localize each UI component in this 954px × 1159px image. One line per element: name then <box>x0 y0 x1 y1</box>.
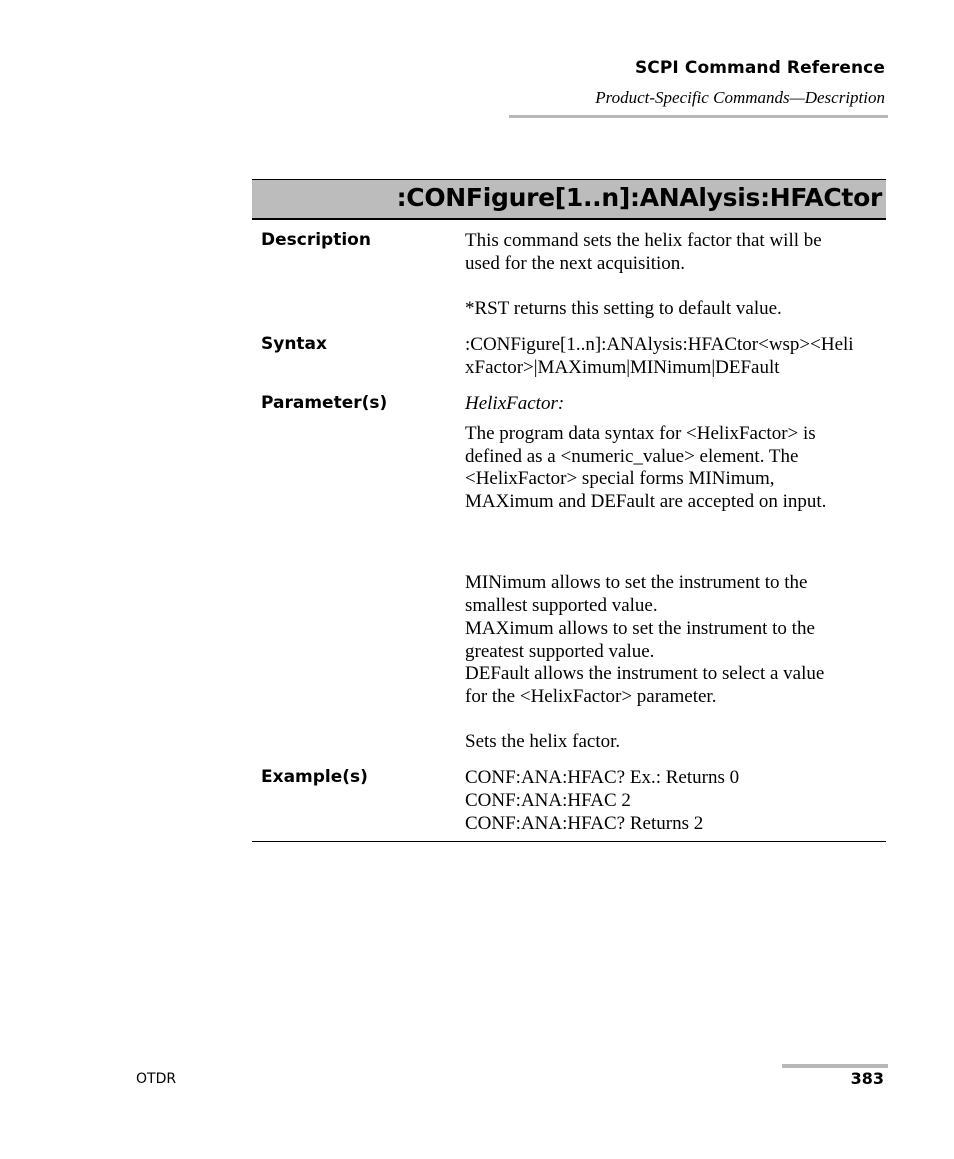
footer-divider <box>782 1064 888 1068</box>
parameter-line: DEFault allows the instrument to select a value <box>465 663 825 684</box>
parameter-line: The program data syntax for <HelixFactor> is <box>465 423 816 444</box>
command-title: :CONFigure[1..n]:ANAlysis:HFACtor <box>396 183 882 212</box>
page-number: 383 <box>850 1069 884 1088</box>
examples-label: Example(s) <box>261 767 368 787</box>
parameter-name: HelixFactor: <box>465 393 565 414</box>
example-line: CONF:ANA:HFAC 2 <box>465 790 631 811</box>
parameter-line: smallest supported value. <box>465 595 658 616</box>
description-line: *RST returns this setting to default value. <box>465 298 782 319</box>
syntax-label: Syntax <box>261 334 327 354</box>
footer-product-name: OTDR <box>136 1071 177 1087</box>
syntax-line: xFactor>|MAXimum|MINimum|DEFault <box>465 357 780 378</box>
parameter-line: MAXimum and DEFault are accepted on input. <box>465 491 827 512</box>
command-title-bar <box>252 179 886 220</box>
example-line: CONF:ANA:HFAC? Returns 2 <box>465 813 704 834</box>
table-bottom-divider <box>252 841 886 842</box>
parameter-line: Sets the helix factor. <box>465 731 621 752</box>
header-title: SCPI Command Reference <box>634 58 885 78</box>
parameters-label: Parameter(s) <box>261 393 388 413</box>
parameter-line: <HelixFactor> special forms MINimum, <box>465 468 775 489</box>
parameter-line: MAXimum allows to set the instrument to the <box>465 618 815 639</box>
description-label: Description <box>261 230 371 250</box>
header-subtitle: Product-Specific Commands—Description <box>595 88 885 107</box>
syntax-line: :CONFigure[1..n]:ANAlysis:HFACtor<wsp><Heli <box>465 334 854 355</box>
parameter-line: MINimum allows to set the instrument to the <box>465 572 808 593</box>
parameter-line: for the <HelixFactor> parameter. <box>465 686 717 707</box>
example-line: CONF:ANA:HFAC? Ex.: Returns 0 <box>465 767 740 788</box>
description-line: This command sets the helix factor that will be <box>465 230 822 251</box>
header-divider <box>509 115 888 118</box>
description-line: used for the next acquisition. <box>465 253 686 274</box>
parameter-line: defined as a <numeric_value> element. The <box>465 446 799 467</box>
parameter-line: greatest supported value. <box>465 641 655 662</box>
